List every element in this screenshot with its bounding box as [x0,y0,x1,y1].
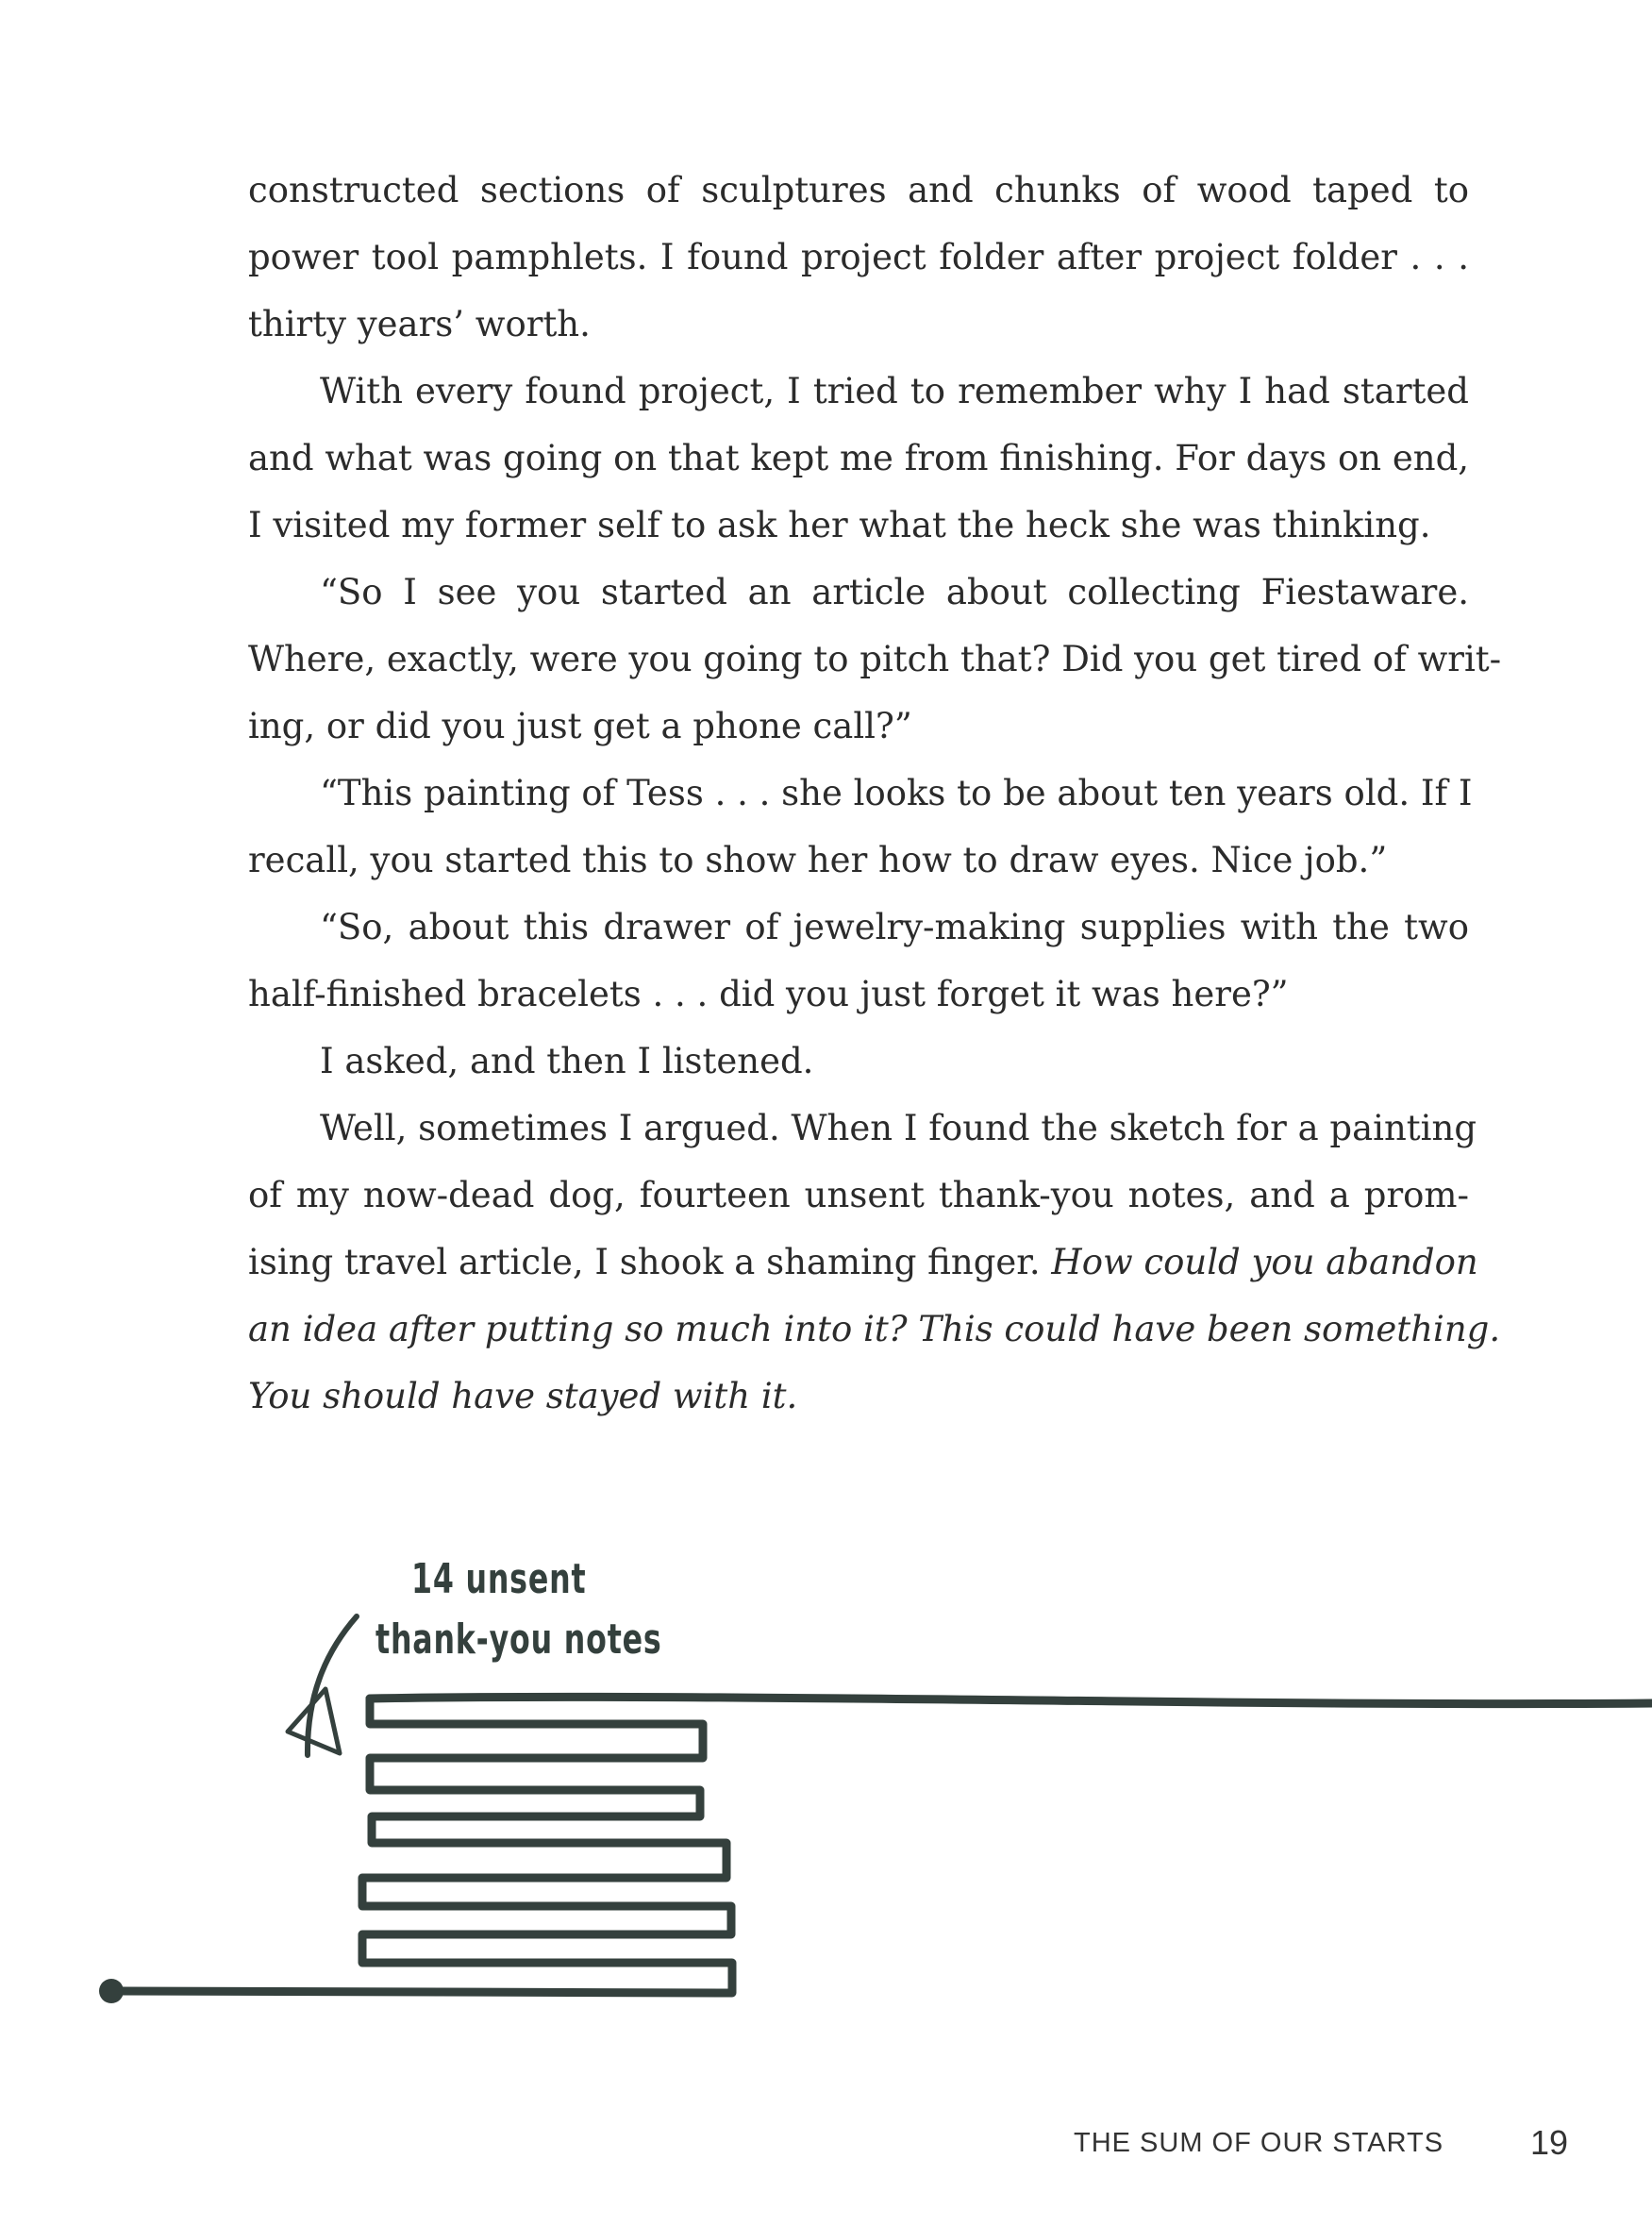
text-span: “So, about this drawer of jewelry-making supplies with the two [320,907,1469,947]
italic-text: an idea after putting so much into it? This could have been something. [248,1309,1501,1349]
text-span: “So I see you started an article about collecting Fiestaware. [320,572,1469,612]
text-line [248,1162,1469,1229]
thank-you-notes-illustration [0,1529,1652,2019]
text-span: thirty years’ worth. [248,304,591,344]
text-line [248,358,1469,425]
text-span: half-finished bracelets . . . did you just forget it was here?” [248,974,1289,1014]
text-span: Well, sometimes I argued. When I found the sketch for a painting [320,1108,1477,1148]
text-line [248,291,1469,358]
text-line [248,1296,1501,1363]
illustration-label-line1: 14 unsent [411,1555,587,1603]
timeline-top-line [370,1697,1652,1703]
text-line [248,827,1469,894]
body-text [248,157,1502,1430]
text-line [248,693,1469,760]
text-line [248,1028,1469,1095]
text-line [248,559,1469,626]
text-span: of my now-dead dog, fourteen unsent thank-you notes, and a prom- [248,1175,1469,1215]
text-line [248,492,1469,559]
text-line [248,626,1502,693]
text-line [248,1363,1469,1430]
illustration-label-line2: thank-you notes [375,1615,662,1664]
text-line [248,894,1469,961]
text-span: recall, you started this to show her how to draw eyes. Nice job.” [248,840,1388,880]
italic-text: How could you abandon [1051,1242,1478,1282]
text-span: and what was going on that kept me from finishing. For days on end, [248,438,1470,478]
text-span: constructed sections of sculptures and chunks of wood taped to [248,170,1469,210]
text-span: I asked, and then I listened. [320,1041,814,1081]
arrow-curve [308,1616,357,1755]
text-line [248,760,1473,827]
text-line [248,961,1469,1028]
text-line [248,224,1469,291]
text-span: Where, exactly, were you going to pitch that? Did you get tired of writ- [248,639,1502,679]
text-span: ising travel article, I shook a shaming finger. [248,1242,1052,1282]
text-line [248,425,1469,492]
text-span: ing, or did you just get a phone call?” [248,706,912,746]
text-line [248,1095,1477,1162]
page-number: 19 [1530,2123,1569,2162]
text-line [248,1229,1478,1296]
text-span: I visited my former self to ask her what the heck she was thinking. [248,505,1431,545]
running-footer-title: THE SUM OF OUR STARTS [1074,2128,1444,2158]
text-line [248,157,1469,224]
timeline-dot [99,1979,124,2003]
italic-text: You should have stayed with it. [248,1376,798,1416]
text-span: power tool pamphlets. I found project folder after project folder . . . [248,237,1469,277]
text-span: With every found project, I tried to remember why I had started [320,371,1469,411]
notes-stack-zigzag [113,1699,732,1993]
text-span: “This painting of Tess . . . she looks to be about ten years old. If I [320,773,1473,813]
